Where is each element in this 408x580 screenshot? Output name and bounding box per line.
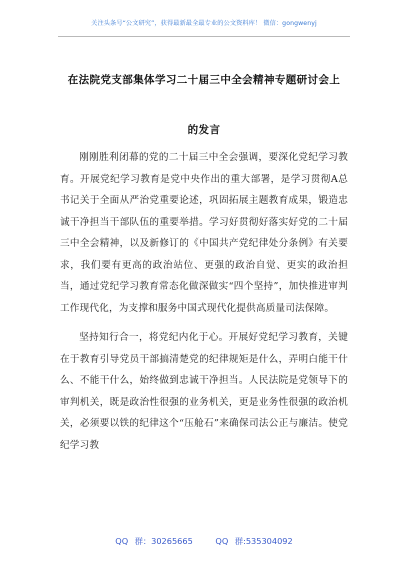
paragraph: 坚持知行合一，将党纪内化于心。开展好党纪学习教育，关键在于教育引导党员干部搞清楚党的纪律规矩是什么，弄明白能干什么、不能干什么，始终做到忠诚干净担当。人民法院是党领导下的审判机关，既是政治性很强的业务机关，更是业务性很强的政治机关，必须要以铁的纪律这个“压舱石”来确保司法公正与廉洁。使党纪学习教 [60,332,348,451]
document-title-line-1: 在法院党支部集体学习二十届三中全会精神专题研讨会上 [67,74,341,86]
footer-contact [0,536,408,547]
header-divider [58,36,350,37]
footer-qq-group-2: QQ 群:535304092 [215,536,293,546]
document-title-line-2: 的发言 [187,124,221,136]
paragraph: 刚刚胜利闭幕的党的二十届三中全会强调，要深化党纪学习教育。开展党纪学习教育是党中央作出的重大部署，是学习贯彻A总书记关于全面从严治党重要论述，巩固拓展主题教育成果，锻造忠诚干净担当干部队伍的重要举措。学习好贯彻好落实好党的二十届三中全会精神，以及新修订的《中国共产党纪律处分条例》有关要求，我们要有更高的政治站位、更强的政治自觉、更实的政治担当，通过党纪学习教育常态化做深做实“四个坚持”，加快推进审判工作现代化，为支撑和服务中国式现代化提供高质量司法保障。 [60,152,348,314]
footer-qq-group-1: QQ 群：30265665 [115,536,193,546]
document-body [60,147,348,464]
header-banner: 关注头条号“公文研究”，获得最新最全最专业的公文资料库！ 微信：gongwenyj [91,20,317,27]
